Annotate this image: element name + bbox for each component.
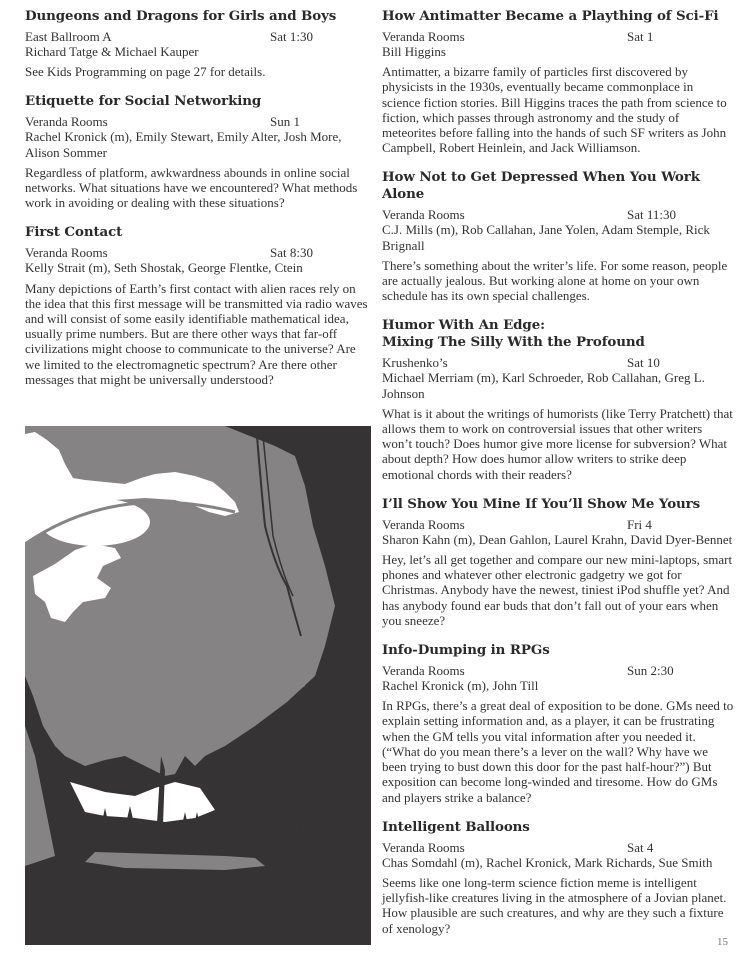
illustration-planet-over-temple bbox=[25, 426, 371, 945]
event-meta bbox=[382, 663, 734, 678]
event-time: Sat 1 bbox=[627, 29, 654, 44]
event-description: Seems like one long-term science fiction meme is intelligent jellyfish-like creatures living in the atmosphere of a Jovian planet. How plausible are such creatures, and why are they such a fixture of xenology? bbox=[382, 874, 727, 936]
event-time: Sat 10 bbox=[627, 355, 660, 371]
event-dungeons-and-dragons bbox=[25, 8, 373, 79]
event-panelists: Rachel Kronick (m), Emily Stewart, Emily Alter, Josh More, Alison Sommer bbox=[25, 129, 342, 160]
event-room: Veranda Rooms bbox=[382, 839, 465, 855]
event-meta bbox=[382, 355, 734, 370]
event-time: Sun 2:30 bbox=[627, 663, 674, 679]
figure-body bbox=[275, 804, 301, 836]
event-description: Hey, let’s all get together and compare our new mini-laptops, smart phones and whatever other electronic gadgetry we got for Christmas. Anybody have the newest, tiniest iPod shuffle yet? And has anybody found ear buds that don’t fall out of your ears when you sneeze? bbox=[382, 552, 733, 628]
event-panelists: C.J. Mills (m), Rob Callahan, Jane Yolen, Adam Stemple, Rick Brignall bbox=[382, 222, 710, 253]
event-title-line-2: Mixing The Silly With the Profound bbox=[382, 334, 645, 351]
event-title: Info-Dumping in RPGs bbox=[382, 642, 550, 659]
event-title: Intelligent Balloons bbox=[382, 818, 530, 835]
figure-head bbox=[311, 768, 327, 784]
event-time: Sun 1 bbox=[270, 114, 300, 130]
event-info-dumping-rpgs bbox=[382, 642, 734, 805]
event-room: Veranda Rooms bbox=[382, 516, 465, 532]
event-room: Veranda Rooms bbox=[25, 245, 108, 261]
event-description: Many depictions of Earth’s first contact with alien races rely on the idea that this first message will be transmitted via radio waves and will consist of some easily identifiable mathematical idea, usually prime numbers. But are there other ways that far-off civilizations might choose to communicate to the universe? Are we limited to the electromagnetic spectrum? Are there other messages that might be universally understood? bbox=[25, 280, 368, 387]
event-room: Veranda Rooms bbox=[25, 114, 108, 130]
event-title-line-1: Humor With An Edge: bbox=[382, 317, 545, 334]
event-etiquette-social-networking bbox=[25, 93, 373, 210]
event-description: In RPGs, there’s a great deal of exposition to be done. GMs need to explain setting information and, as a player, it can be frustrating when the GM tells you vital information after you needed it. (“What do you mean there’s a lever on the wall? Why have we been trying to bust down this door for the past half-hour?”) But exposition can become long-winded and tiresome. How do GMs and players strike a balance? bbox=[382, 698, 734, 805]
event-title: First Contact bbox=[25, 224, 123, 241]
event-meta bbox=[25, 29, 373, 44]
event-panelists: Rachel Kronick (m), John Till bbox=[382, 678, 539, 694]
event-description: See Kids Programming on page 27 for details. bbox=[25, 64, 266, 80]
event-antimatter bbox=[382, 8, 734, 155]
event-panelists: Chas Somdahl (m), Rachel Kronick, Mark Richards, Sue Smith bbox=[382, 854, 713, 870]
event-meta bbox=[382, 840, 734, 855]
event-time: Fri 4 bbox=[627, 516, 652, 532]
event-panelists: Richard Tatge & Michael Kauper bbox=[25, 44, 199, 59]
event-room: East Ballroom A bbox=[25, 29, 112, 44]
event-panelists: Michael Merriam (m), Karl Schroeder, Rob Callahan, Greg L. Johnson bbox=[382, 370, 705, 401]
event-title: Etiquette for Social Networking bbox=[25, 93, 262, 110]
event-description: What is it about the writings of humorists (like Terry Pratchett) that allows them to work on controversial issues that other writers won’t touch? Does humor give more license for subversion? What about depth? How does humor allow writers to strike deep emotional chords with their readers? bbox=[382, 405, 733, 482]
event-meta bbox=[25, 114, 373, 129]
event-time: Sat 11:30 bbox=[627, 207, 676, 223]
event-title: How Not to Get Depressed When You Work Alone bbox=[382, 169, 700, 203]
event-description: There’s something about the writer’s life. For some reason, people are actually jealous. But working alone at home on your own schedule has its own special challenges. bbox=[382, 257, 728, 304]
figure-head bbox=[281, 792, 293, 804]
event-room: Veranda Rooms bbox=[382, 663, 465, 679]
event-title: I’ll Show You Mine If You’ll Show Me Yours bbox=[382, 495, 701, 512]
event-work-alone bbox=[382, 169, 734, 303]
event-time: Sat 8:30 bbox=[270, 245, 313, 261]
left-column bbox=[25, 8, 373, 397]
event-title: Dungeons and Dragons for Girls and Boys bbox=[25, 8, 337, 24]
event-meta bbox=[382, 517, 734, 532]
event-title: How Antimatter Became a Plaything of Sci-Fi bbox=[382, 8, 719, 24]
event-show-you-mine bbox=[382, 496, 734, 628]
event-humor-with-an-edge bbox=[382, 317, 734, 481]
event-meta bbox=[25, 245, 373, 260]
event-panelists: Sharon Kahn (m), Dean Gahlon, Laurel Krahn, David Dyer-Bennet bbox=[382, 531, 733, 547]
event-meta bbox=[382, 207, 734, 222]
event-panelists: Bill Higgins bbox=[382, 44, 446, 59]
event-room: Veranda Rooms bbox=[382, 29, 465, 44]
event-description: Antimatter, a bizarre family of particles first discovered by physicists in the 1930s, eventually became commonplace in science fiction stories. Bill Higgins traces the path from science to fiction, which passes through astronomy and the study of meteorites before falling into the hands of such SF writers as John Campbell, Robert Heinlein, and Jack Williamson. bbox=[382, 64, 727, 156]
illustration-image bbox=[25, 426, 371, 945]
event-meta bbox=[382, 29, 734, 44]
event-time: Sat 1:30 bbox=[270, 29, 313, 44]
event-first-contact bbox=[25, 224, 373, 387]
page-number: 15 bbox=[717, 936, 728, 948]
event-time: Sat 4 bbox=[627, 839, 654, 855]
temple-base bbox=[85, 826, 275, 846]
cloud-ellipse bbox=[40, 498, 150, 546]
event-room: Veranda Rooms bbox=[382, 207, 465, 223]
event-panelists: Kelly Strait (m), Seth Shostak, George Flentke, Ctein bbox=[25, 260, 303, 276]
event-description: Regardless of platform, awkwardness abounds in online social networks. What situations have we encountered? What methods work in avoiding or dealing with these situations? bbox=[25, 164, 358, 211]
right-column bbox=[382, 8, 734, 946]
event-room: Krushenko’s bbox=[382, 355, 448, 371]
event-intelligent-balloons bbox=[382, 819, 734, 936]
